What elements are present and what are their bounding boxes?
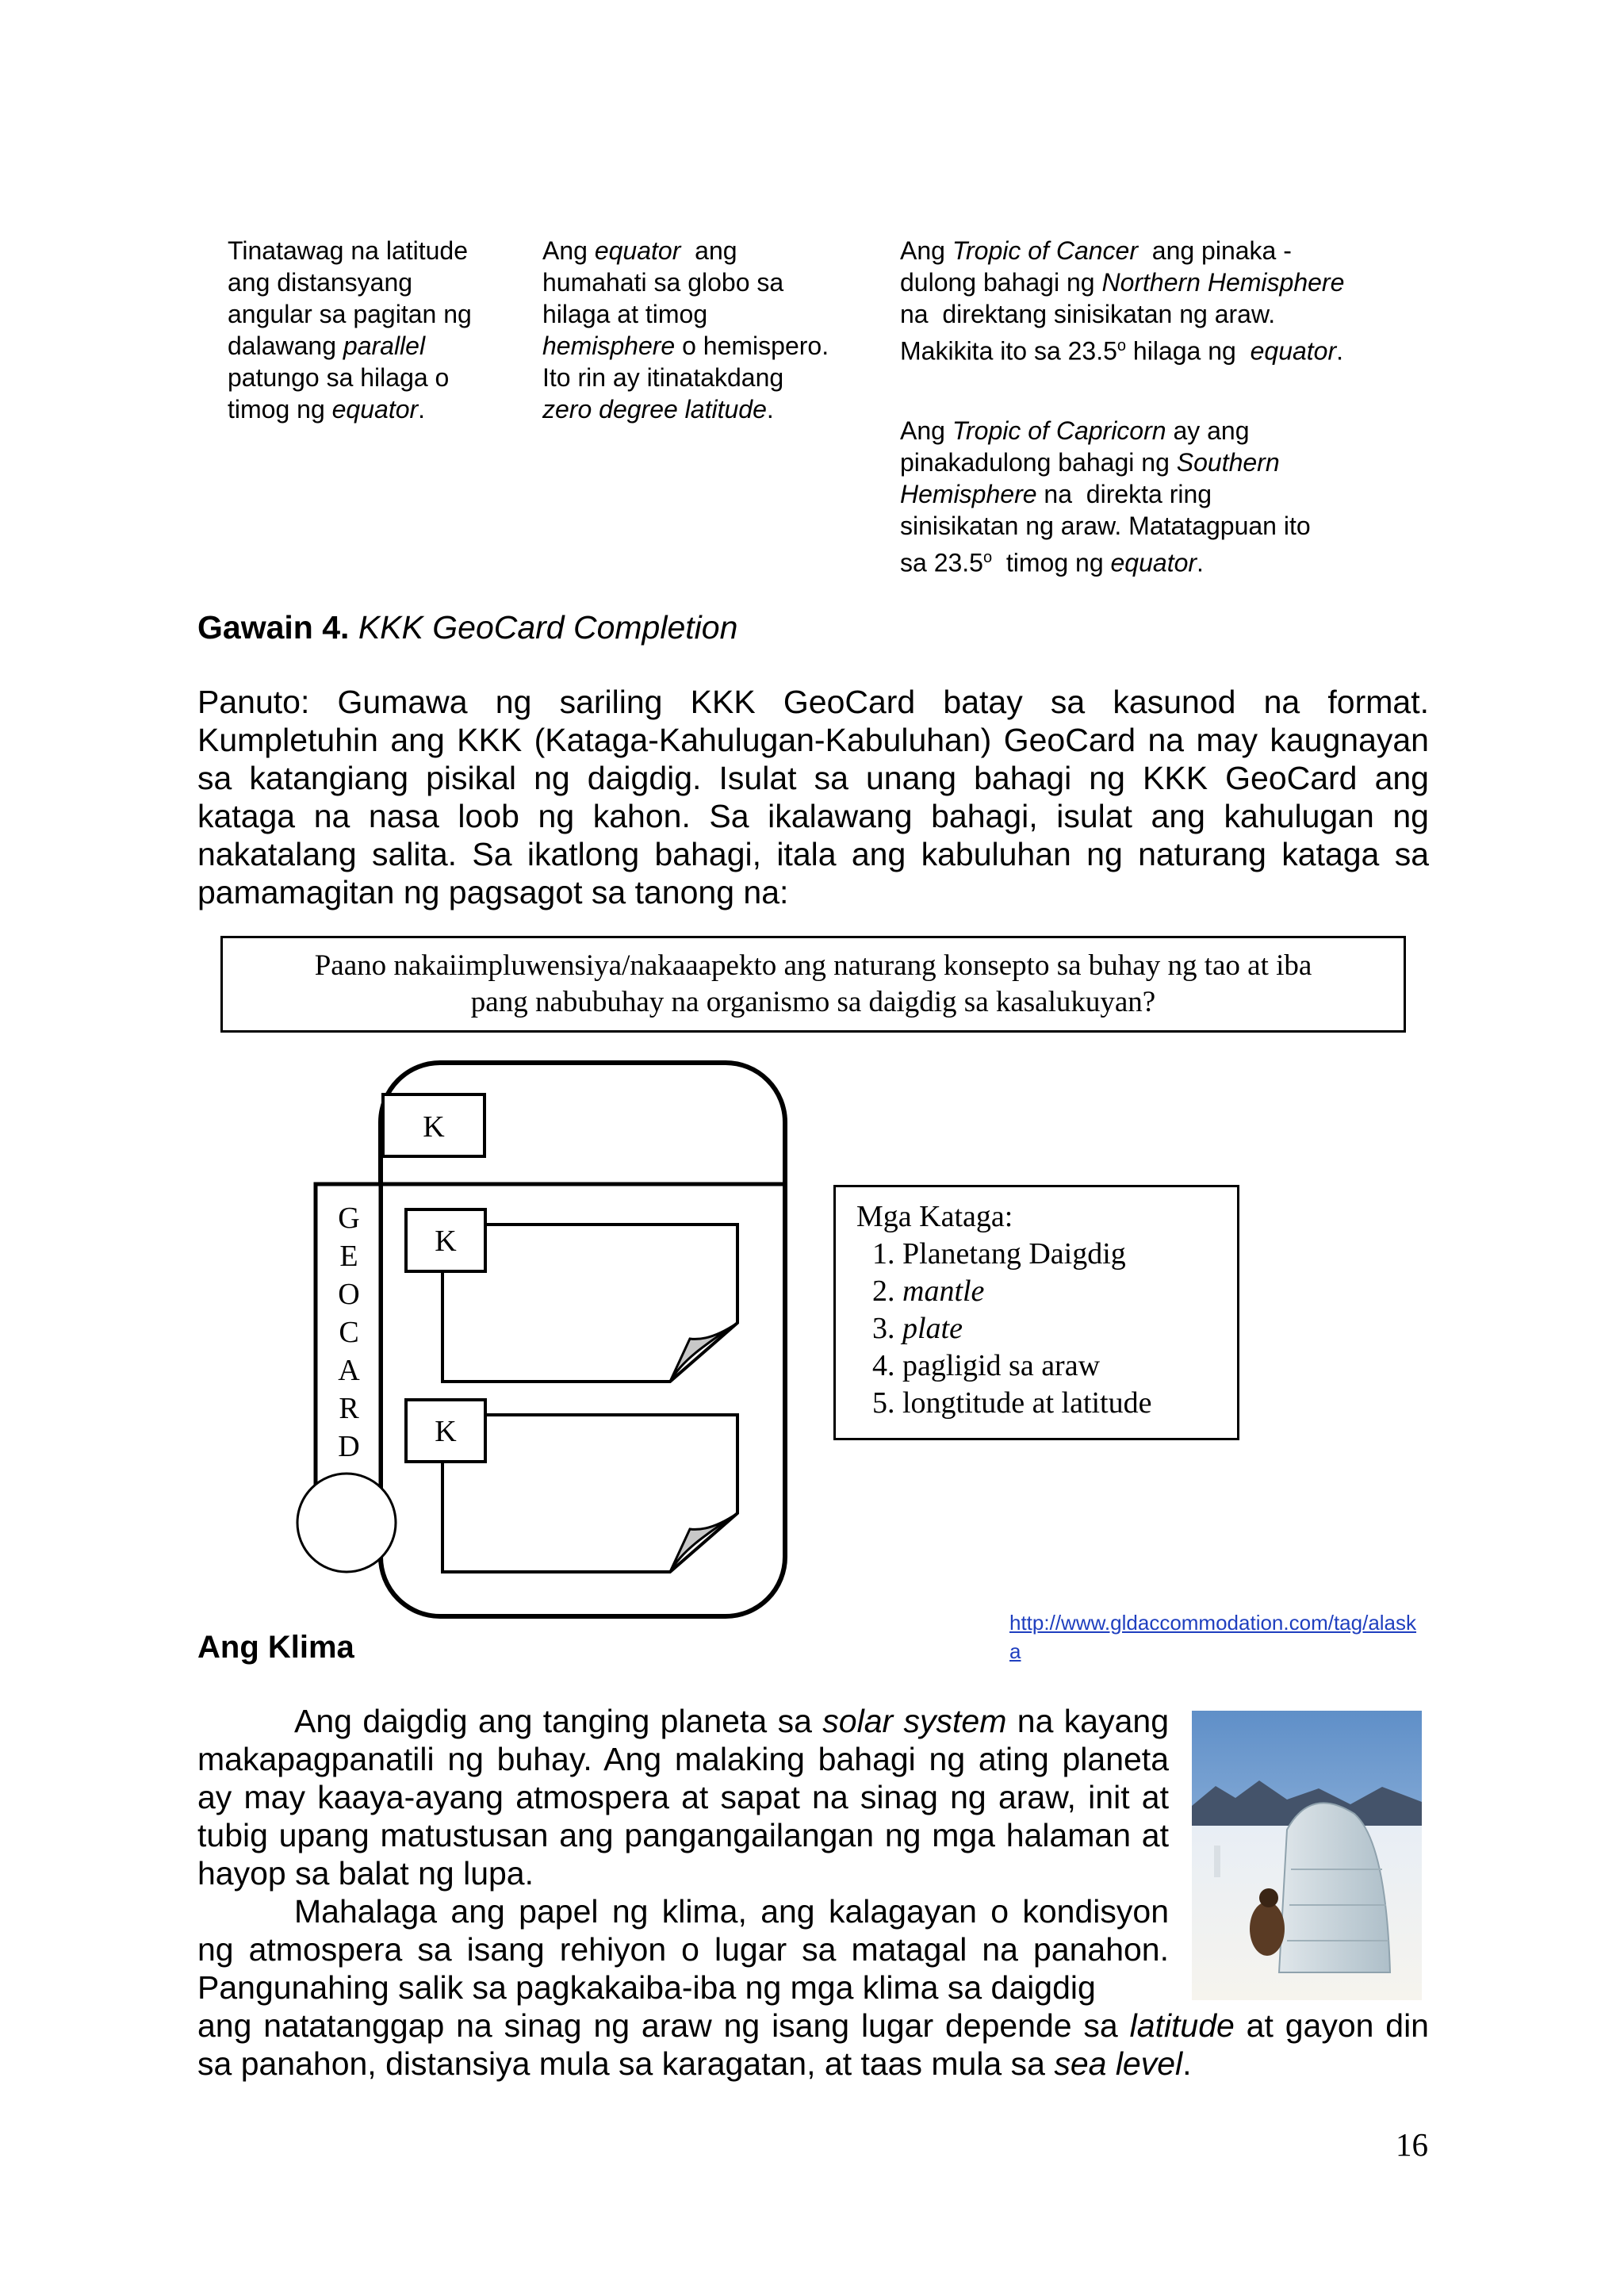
k-label-kataga: K <box>423 1110 445 1144</box>
geocard-letter: E <box>339 1240 358 1273</box>
kataga-list <box>856 1236 1237 1422</box>
k-label-kahulugan: K <box>435 1225 457 1258</box>
definition-tropic-of-cancer: Ang Tropic of Cancer ang pinaka - dulong bahagi ng Northern Hemisphere na direktang sinisikatan ng araw. Makikita ito sa 23.5$^o$ hilaga ng equator. <box>900 236 1345 366</box>
geocard-letter: G <box>338 1202 360 1235</box>
geocard-letter: C <box>339 1316 359 1349</box>
list-item: 3. plate <box>872 1312 963 1345</box>
list-item: 5. longtitude at latitude <box>872 1386 1152 1420</box>
activity-instructions: Panuto: Gumawa ng sariling KKK GeoCard batay sa kasunod na format. Kumpletuhin ang KKK (Kataga-Kahulugan-Kabuluhan) GeoCard na may kaugnayan sa katangiang pisikal ng daigdig. Isulat sa unang bahagi ng KKK GeoCard ang kataga na nasa loob ng kahon. Sa ikalawang bahagi, isulat ang kahulugan ng nakatalang salita. Sa ikatlong bahagi, itala ang kabuluhan ng naturang kataga sa pamamagitan ng pagsagot sa tanong na: <box>197 684 1429 910</box>
page-number: 16 <box>1396 2126 1428 2163</box>
photo-source-link[interactable]: http://www.gldaccommodation.com/tag/alaska <box>1009 1611 1417 1663</box>
klima-paragraph-2: Mahalaga ang papel ng klima, ang kalagayan o kondisyon ng atmospera sa isang rehiyon o lugar sa matagal na panahon. Pangunahing salik sa pagkakaiba-iba ng mga klima sa daigdig <box>197 1893 1169 2006</box>
definition-equator: Ang equator ang humahati sa globo sa hilaga at timog hemisphere o hemispero. Ito rin ay itinatakdang zero degree latitude. <box>542 236 829 424</box>
list-item: 2. mantle <box>872 1274 985 1308</box>
activity-title: Gawain 4. KKK GeoCard Completion <box>197 609 738 646</box>
geocard-letter: R <box>339 1392 359 1425</box>
kataga-list-box <box>833 1185 1239 1440</box>
list-item: 4. pagligid sa araw <box>872 1349 1101 1382</box>
geocard-diagram <box>285 1055 809 1634</box>
klima-paragraph-2-continued: ang natatanggap na sinag ng araw ng isang lugar depende sa latitude at gayon din sa panahon, distansiya mula sa karagatan, at taas mula sa sea level. <box>197 2007 1429 2082</box>
section-title-klima: Ang Klima <box>197 1630 354 1665</box>
geocard-letter: D <box>338 1430 360 1463</box>
kataga-heading: Mga Kataga: <box>856 1200 1013 1233</box>
list-item: 1. Planetang Daigdig <box>872 1237 1126 1271</box>
klima-paragraph-1: Ang daigdig ang tanging planeta sa solar system na kayang makapagpanatili ng buhay. Ang malaking bahagi ng ating planeta ay may kaaya-ayang atmospera at sapat na sinag ng araw, init at tubig upang matustusan ang pangangailangan ng mga halaman at hayop sa balat ng lupa. <box>197 1703 1169 1892</box>
klima-body <box>197 1702 1429 2083</box>
definition-tropic-of-capricorn: Ang Tropic of Capricorn ay ang pinakadulong bahagi ng Southern Hemisphere na direkta ring sinisikatan ng araw. Matatagpuan ito sa 23.5$^o$ timog ng equator. <box>900 416 1311 577</box>
k-label-kabuluhan: K <box>435 1415 457 1448</box>
geocard-letter: O <box>338 1278 360 1311</box>
geocard-letter: A <box>338 1354 360 1387</box>
definition-latitude: Tinatawag na latitude ang distansyang angular sa pagitan ng dalawang parallel patungo sa hilaga o timog ng equator. <box>228 236 472 424</box>
geocard-circle <box>297 1474 396 1572</box>
guide-question-box: Paano nakaiimpluwensiya/nakaaapekto ang naturang konsepto sa buhay ng tao at iba pang nabubuhay na organismo sa daigdig sa kasalukuyan? <box>220 936 1406 1033</box>
